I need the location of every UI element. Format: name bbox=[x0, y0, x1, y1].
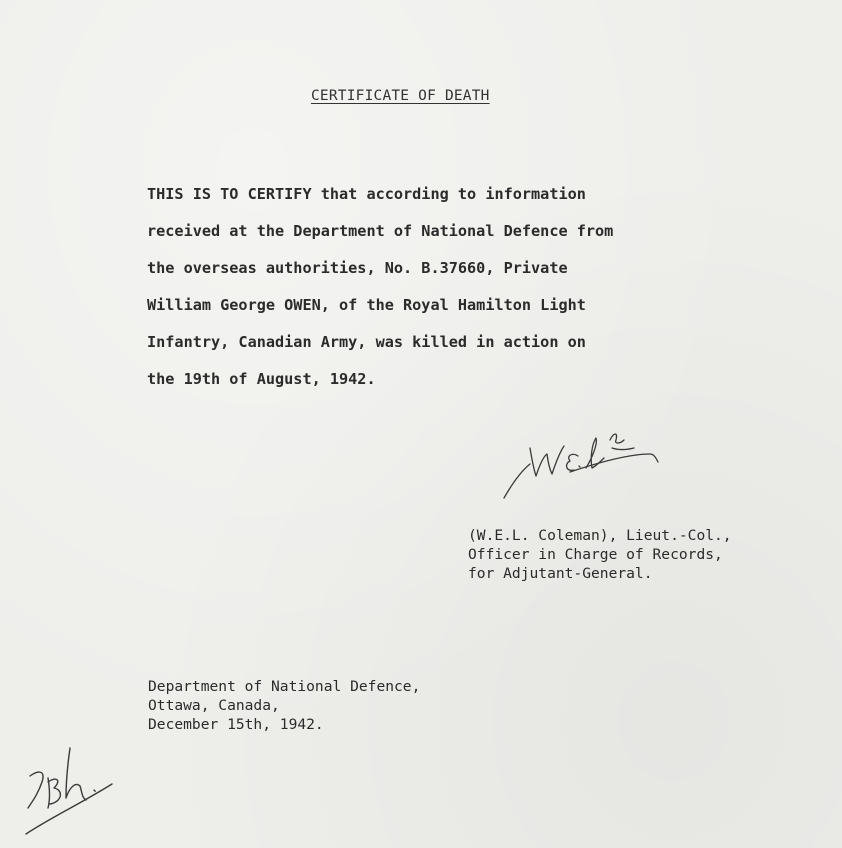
body-line: the overseas authorities, No. B.37660, Private bbox=[147, 259, 568, 277]
address-line: December 15th, 1942. bbox=[148, 716, 324, 733]
officer-line: for Adjutant-General. bbox=[468, 565, 653, 582]
officer-line: Officer in Charge of Records, bbox=[468, 546, 723, 563]
address-line: Department of National Defence, bbox=[148, 678, 421, 695]
body-line: William George OWEN, of the Royal Hamilton Light bbox=[147, 296, 586, 314]
certificate-body bbox=[147, 176, 747, 398]
body-line: received at the Department of National Defence from bbox=[147, 222, 614, 240]
officer-block bbox=[468, 526, 732, 583]
officer-line: (W.E.L. Coleman), Lieut.-Col., bbox=[468, 527, 732, 544]
address-line: Ottawa, Canada, bbox=[148, 697, 280, 714]
document-title: CERTIFICATE OF DEATH bbox=[311, 88, 490, 104]
body-line: the 19th of August, 1942. bbox=[147, 370, 376, 388]
address-block bbox=[148, 677, 420, 734]
body-line: THIS IS TO CERTIFY that according to information bbox=[147, 185, 586, 203]
handwritten-initials bbox=[20, 742, 120, 837]
body-line: Infantry, Canadian Army, was killed in action on bbox=[147, 333, 586, 351]
handwritten-signature bbox=[500, 418, 665, 503]
